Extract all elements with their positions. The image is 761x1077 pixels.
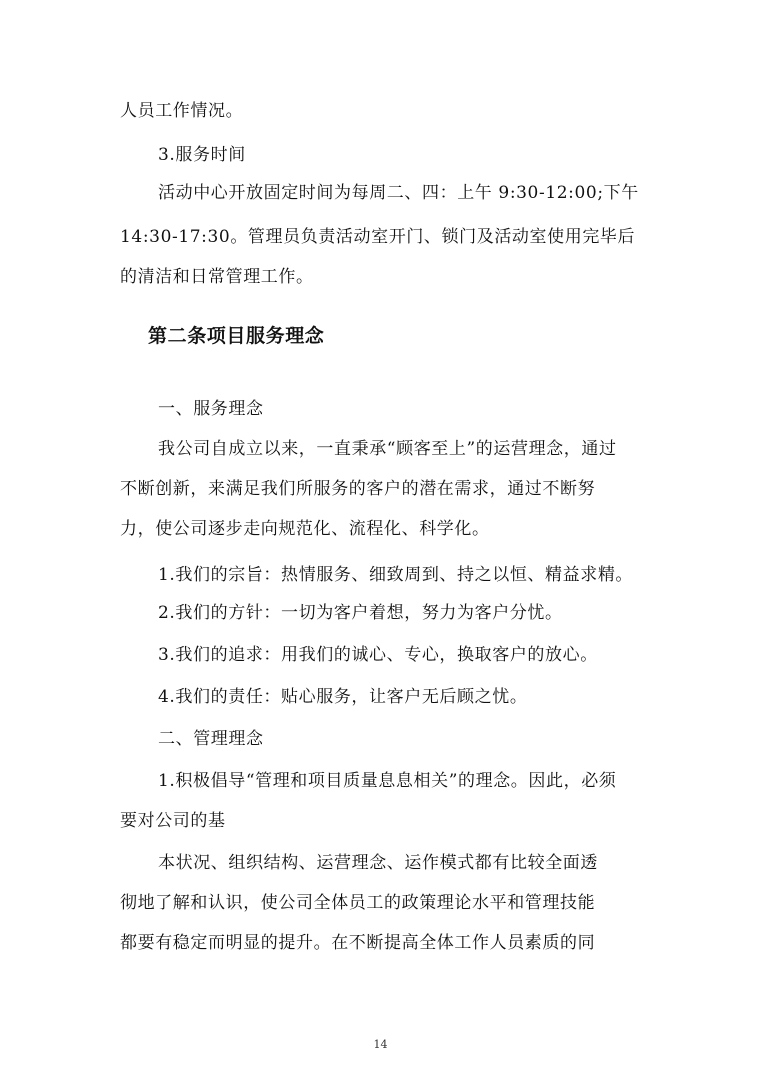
text-line: 不断创新，来满足我们所服务的客户的潜在需求，通过不断努 [120, 479, 596, 499]
subsection-title-service-time: 3.服务时间 [158, 145, 246, 165]
text-line: 都要有稳定而明显的提升。在不断提高全体工作人员素质的同 [120, 933, 596, 953]
subsection-title-service-philosophy: 一、服务理念 [158, 399, 264, 419]
text-line: 活动中心开放固定时间为每周二、四：上午 9:30-12:00;下午 [158, 183, 639, 203]
text-line: 本状况、组织结构、运营理念、运作模式都有比较全面透 [158, 853, 598, 873]
section-heading: 第二条项目服务理念 [148, 325, 325, 347]
text-line: 要对公司的基 [120, 811, 226, 831]
subsection-title-management-philosophy: 二、管理理念 [158, 729, 264, 749]
text-line: 人员工作情况。 [120, 101, 244, 121]
list-item: 1.我们的宗旨：热情服务、细致周到、持之以恒、精益求精。 [158, 565, 634, 585]
list-item: 4.我们的责任：贴心服务，让客户无后顾之忧。 [158, 687, 528, 707]
text-line: 我公司自成立以来，一直秉承“顾客至上”的运营理念，通过 [158, 439, 617, 459]
page-number: 14 [373, 1038, 388, 1051]
text-line: 1.积极倡导“管理和项目质量息息相关”的理念。因此，必须 [158, 771, 617, 791]
list-item: 2.我们的方针：一切为客户着想，努力为客户分忧。 [158, 603, 563, 623]
text-line: 14:30-17:30。管理员负责活动室开门、锁门及活动室使用完毕后 [120, 227, 636, 247]
text-line: 彻地了解和认识，使公司全体员工的政策理论水平和管理技能 [120, 893, 596, 913]
text-line: 的清洁和日常管理工作。 [120, 267, 314, 287]
list-item: 3.我们的追求：用我们的诚心、专心，换取客户的放心。 [158, 645, 598, 665]
text-line: 力，使公司逐步走向规范化、流程化、科学化。 [120, 519, 490, 539]
